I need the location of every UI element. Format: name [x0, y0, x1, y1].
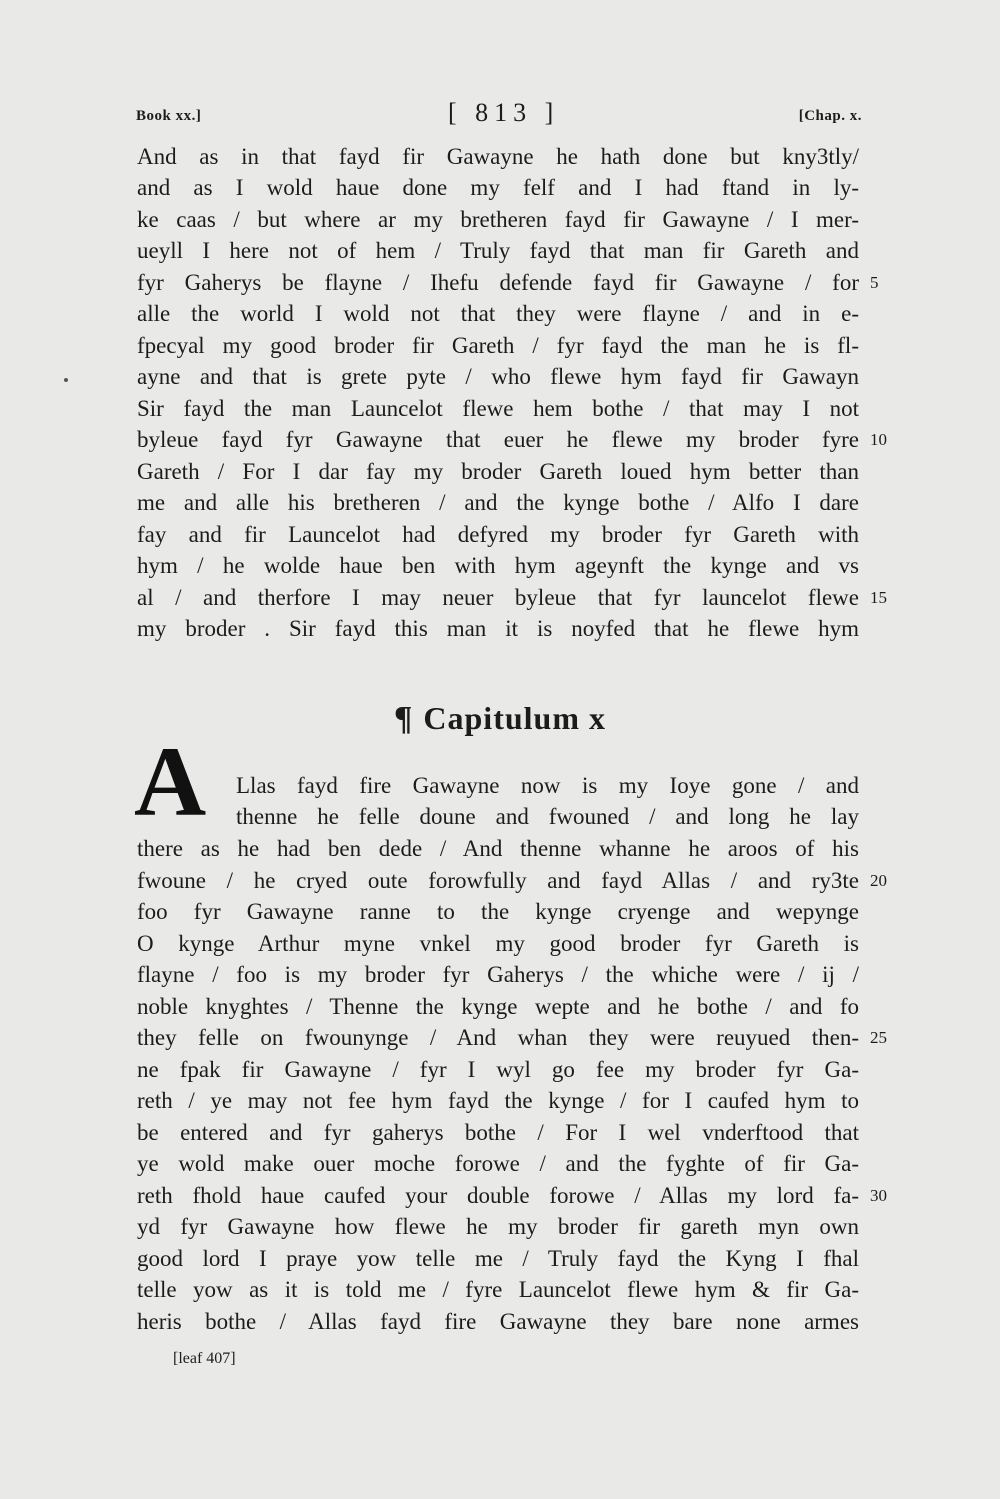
text-line: ye wold make ouer moche forowe / and the fyghte of fir Ga-	[137, 1151, 859, 1176]
text-line: good lord I praye yow telle me / Truly fayd the Kyng I fhal	[137, 1246, 859, 1271]
text-line: telle yow as it is told me / fyre Launcelot flewe hym & fir Ga-	[137, 1277, 859, 1302]
text-line: my broder . Sir fayd this man it is noyfed that he flewe hym	[137, 616, 859, 641]
text-line: reth fhold haue caufed your double forowe / Allas my lord fa-	[137, 1183, 859, 1208]
text-line: byleue fayd fyr Gawayne that euer he flewe my broder fyre	[137, 427, 859, 452]
text-line: flayne / foo is my broder fyr Gaherys / the whiche were / ij /	[137, 962, 859, 987]
leaf-marker: [leaf 407]	[173, 1350, 236, 1367]
text-line: yd fyr Gawayne how flewe he my broder fir gareth myn own	[137, 1214, 859, 1239]
drop-cap	[134, 726, 226, 837]
text-line: thenne he felle doune and fwouned / and long he lay	[236, 804, 859, 829]
text-line: ke caas / but where ar my bretheren fayd fir Gawayne / I mer-	[137, 207, 859, 232]
text-line: heris bothe / Allas fayd fire Gawayne they bare none armes	[137, 1309, 859, 1334]
text-line: Sir fayd the man Launcelot flewe hem bothe / that may I not	[137, 396, 859, 421]
text-line: foo fyr Gawayne ranne to the kynge cryenge and wepynge	[137, 899, 859, 924]
text-line: Gareth / For I dar fay my broder Gareth loued hym better than	[137, 459, 859, 484]
text-line: O kynge Arthur myne vnkel my good broder fyr Gareth is	[137, 931, 859, 956]
text-line: fwoune / he cryed oute forowfully and fayd Allas / and ry3te	[137, 868, 859, 893]
text-line: noble knyghtes / Thenne the kynge wepte and he bothe / and fo	[137, 994, 859, 1019]
line-number: 25	[870, 1028, 887, 1047]
margin-speck	[64, 378, 68, 382]
text-line: there as he had ben dede / And thenne whanne he aroos of his	[137, 836, 859, 861]
page-number: [ 813 ]	[448, 98, 560, 127]
line-number: 20	[870, 871, 887, 890]
text-line: fay and fir Launcelot had defyred my broder fyr Gareth with	[137, 522, 859, 547]
text-line: be entered and fyr gaherys bothe / For I wel vnderftood that	[137, 1120, 859, 1145]
chapter-title: Capitulum x	[423, 700, 606, 736]
text-line: ne fpak fir Gawayne / fyr I wyl go fee my broder fyr Ga-	[137, 1057, 859, 1082]
text-line: And as in that fayd fir Gawayne he hath done but kny3tly/	[137, 144, 859, 169]
drop-cap-letter: A	[134, 726, 207, 837]
text-line: al / and therfore I may neuer byleue that fyr launcelot flewe	[137, 585, 859, 610]
text-line: alle the world I wold not that they were flayne / and in e-	[137, 301, 859, 326]
line-number: 10	[870, 430, 887, 449]
pilcrow-icon: ¶	[394, 700, 414, 737]
text-line: they felle on fwounynge / And whan they were reuyued then-	[137, 1025, 859, 1050]
text-line: ueyll I here not of hem / Truly fayd that man fir Gareth and	[137, 238, 859, 263]
text-line: fpecyal my good broder fir Gareth / fyr fayd the man he is fl-	[137, 333, 859, 358]
line-number: 15	[870, 588, 887, 607]
text-line: hym / he wolde haue ben with hym ageynft the kynge and vs	[137, 553, 859, 578]
book-label: Book xx.]	[136, 108, 202, 124]
text-line: and as I wold haue done my felf and I had ftand in ly-	[137, 175, 859, 200]
text-line: Llas fayd fire Gawayne now is my Ioye gone / and	[236, 773, 859, 798]
chapter-label: [Chap. x.	[798, 108, 862, 124]
text-line: reth / ye may not fee hym fayd the kynge / for I caufed hym to	[137, 1088, 859, 1113]
text-line: ayne and that is grete pyte / who flewe hym fayd fir Gawayn	[137, 364, 859, 389]
text-line: me and alle his bretheren / and the kynge bothe / Alfo I dare	[137, 490, 859, 515]
running-head	[136, 98, 862, 138]
text-line: fyr Gaherys be flayne / Ihefu defende fayd fir Gawayne / for	[137, 270, 859, 295]
line-number: 5	[870, 273, 879, 292]
line-number: 30	[870, 1186, 887, 1205]
